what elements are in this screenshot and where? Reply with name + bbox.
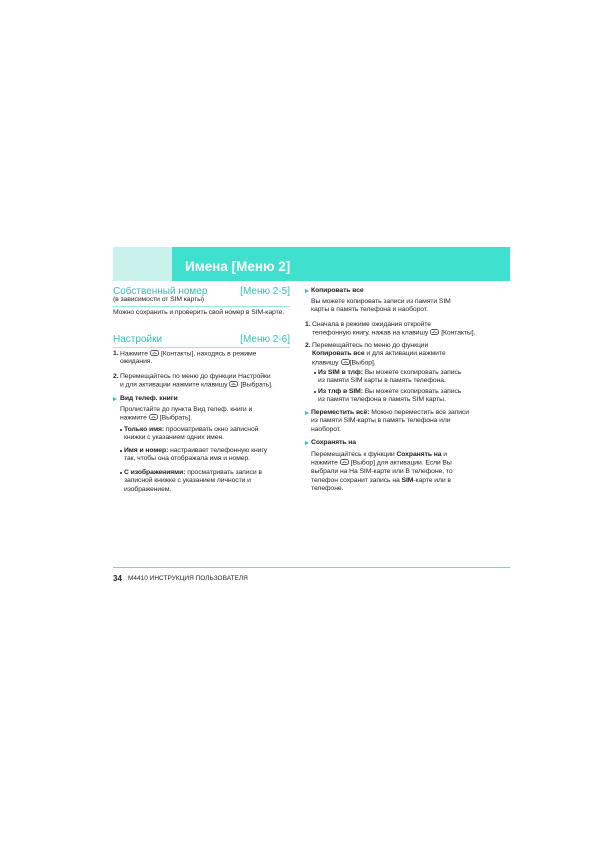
- text-run: [Выбор].: [349, 359, 376, 367]
- option-text: [318, 369, 461, 386]
- text-line: [124, 477, 262, 486]
- menu-reference: [Меню 2-5]: [240, 285, 290, 297]
- triangle-bullet-icon: [305, 411, 309, 415]
- text-line: [318, 388, 461, 397]
- settings-step-2: [113, 373, 273, 390]
- bullet-icon: [120, 450, 122, 452]
- option-text: [124, 469, 262, 495]
- text-lines: [113, 309, 284, 318]
- text-line: [311, 459, 453, 468]
- phonebook-view-intro: [120, 406, 252, 423]
- option-text: [124, 426, 258, 443]
- text-run: выбрали на На SIM-карте или В телефоне, то: [311, 467, 453, 475]
- copy-all-intro: [311, 298, 451, 315]
- section-heading-settings: [113, 334, 290, 345]
- text-run: и: [441, 450, 447, 458]
- text-run: Нажмите: [120, 350, 150, 357]
- section-title: Настройки: [113, 333, 163, 345]
- text-run: так, чтобы она отображала имя и номер.: [124, 455, 250, 463]
- title-band-main: [172, 247, 510, 281]
- step-number: 2.: [305, 341, 311, 349]
- text-line: [311, 485, 453, 494]
- title-band: [113, 247, 510, 281]
- step-text: [312, 342, 446, 368]
- text-run: [Выбрать].: [158, 414, 193, 422]
- text-lines: [311, 409, 469, 435]
- bold-text-run: Копировать все: [312, 350, 365, 358]
- text-line: [120, 395, 178, 404]
- step-number: 1.: [305, 320, 311, 328]
- step-text: [312, 321, 475, 338]
- text-run: настраивает телефонную книгу: [168, 446, 268, 454]
- text-line: [311, 451, 453, 460]
- text-line: [311, 477, 453, 486]
- view-option-with-images: [120, 469, 262, 495]
- text-run: и для активации нажмите: [364, 350, 446, 358]
- text-run: Можно переместить все записи: [369, 408, 469, 416]
- triangle-bullet-icon: [305, 441, 309, 445]
- text-run: -карте или в: [413, 476, 451, 484]
- menu-reference: [Меню 2-6]: [240, 333, 290, 345]
- text-line: [120, 373, 273, 382]
- copy-all-step-2: [305, 342, 446, 368]
- copy-option-phone-to-sim: [314, 388, 461, 405]
- bullet-icon: [314, 391, 316, 393]
- text-line: [312, 359, 446, 368]
- text-line: [124, 455, 267, 464]
- text-line: [124, 434, 258, 443]
- option-text: [124, 447, 267, 464]
- bold-text-run: SIM: [401, 476, 414, 484]
- text-run: из памяти телефона в память SIM карты.: [318, 396, 446, 404]
- soft-key-icon: [229, 381, 238, 387]
- text-run: [Выбор] для активации. Если Вы: [349, 459, 452, 467]
- text-line: [120, 406, 252, 415]
- text-line: [124, 486, 262, 495]
- text-run: Вы можете скопировать запись: [362, 368, 462, 376]
- page-number: 34: [113, 573, 122, 583]
- text-run: наоборот.: [311, 425, 341, 433]
- bold-text-run: Имя и номер:: [124, 446, 169, 454]
- bold-text-run: Переместить всё:: [311, 408, 370, 416]
- text-run: Пролистайте до пункта Вид телеф. книги и: [120, 405, 253, 413]
- text-line: [311, 426, 469, 435]
- text-run: просматривать окно записной: [164, 425, 259, 433]
- text-run: [Контакты].: [439, 329, 476, 337]
- text-run: из памяти SIM карты в память телефона.: [318, 377, 446, 385]
- text-lines: [113, 296, 204, 305]
- subsection-copy-all: [305, 287, 364, 296]
- text-run: телефонную книгу, нажав на клавишу: [312, 329, 431, 337]
- copy-option-sim-to-phone: [314, 369, 461, 386]
- text-run: Перемещайтесь по меню до функции: [312, 341, 429, 349]
- text-run: [Контакты], находясь в режиме: [159, 350, 257, 357]
- subsection-title: [311, 439, 356, 448]
- section-divider: [113, 347, 290, 348]
- text-run: изображением.: [124, 485, 172, 493]
- step-text: [120, 373, 273, 390]
- text-run: карты в память телефона и наоборот.: [311, 306, 428, 314]
- text-run: записной книжке с указанием личности и: [124, 477, 251, 485]
- bullet-icon: [120, 472, 122, 474]
- save-to-description: [311, 451, 453, 494]
- text-line: [312, 350, 446, 359]
- view-option-name-number: [120, 447, 267, 464]
- soft-key-icon: [430, 329, 439, 335]
- text-run: телефон сохранит запись на: [311, 476, 402, 484]
- bold-text-run: Сохранять на: [396, 450, 442, 458]
- text-run: ожидания.: [120, 358, 153, 366]
- text-line: [124, 469, 262, 478]
- footer-divider: [113, 567, 510, 568]
- page-title: Имена [Меню 2]: [185, 258, 291, 274]
- text-line: [311, 417, 469, 426]
- text-line: [311, 468, 453, 477]
- text-line: [124, 426, 258, 435]
- text-line: [311, 298, 451, 307]
- text-line: [318, 369, 461, 378]
- text-run: [Выбрать].: [238, 381, 273, 389]
- text-lines: [311, 298, 451, 315]
- title-band-accent: [113, 247, 172, 281]
- bullet-icon: [314, 372, 316, 374]
- footer-manual-title: M4410 ИНСТРУКЦИЯ ПОЛЬЗОВАТЕЛЯ: [128, 574, 248, 582]
- section-divider: [113, 306, 290, 307]
- text-run: и для активации нажмите клавишу: [120, 381, 230, 389]
- text-line: [311, 306, 451, 315]
- text-line: [120, 381, 273, 390]
- bullet-icon: [120, 429, 122, 431]
- text-run: Перемещайтесь к функции: [311, 450, 397, 458]
- text-line: [120, 414, 252, 423]
- triangle-bullet-icon: [305, 289, 309, 293]
- text-run: книжки с указанием одних имен.: [124, 434, 224, 442]
- text-line: [113, 309, 284, 318]
- text-line: [312, 321, 475, 330]
- text-run: (в зависимости от SIM карты): [113, 295, 205, 303]
- text-run: нажмите: [311, 459, 340, 467]
- view-option-name-only: [120, 426, 258, 443]
- subsection-save-to: [305, 439, 356, 448]
- text-line: [318, 377, 461, 386]
- text-lines: [120, 406, 252, 423]
- soft-key-icon: [341, 359, 350, 365]
- text-run: нажмите: [120, 414, 149, 422]
- text-line: [311, 287, 364, 296]
- text-run: Можно сохранить и проверить свой номер в SIM-карте.: [113, 308, 285, 316]
- text-line: [120, 350, 256, 359]
- text-run: просматривать записи в: [185, 468, 262, 476]
- bold-text-run: Копировать все: [311, 286, 364, 294]
- subsection-phonebook-view: [113, 395, 178, 404]
- bold-text-run: Только имя:: [124, 425, 165, 433]
- text-line: [312, 329, 475, 338]
- option-text: [318, 388, 461, 405]
- text-line: [113, 296, 204, 305]
- text-run: Вы можете копировать записи из памяти SIM: [311, 297, 451, 305]
- text-line: [311, 409, 469, 418]
- soft-key-icon: [149, 414, 158, 420]
- text-line: [318, 396, 461, 405]
- text-run: Перемещайтесь по меню до функции Настройки: [120, 372, 271, 380]
- section-title: Собственный номер: [113, 285, 208, 297]
- own-number-note: [113, 296, 204, 305]
- subsection-move-all: [305, 409, 469, 435]
- text-lines: [311, 451, 453, 494]
- step-number: 2.: [113, 372, 119, 380]
- step-text: [120, 350, 256, 367]
- bold-text-run: Вид телеф. книги: [120, 394, 178, 402]
- bold-text-run: Из тлф в SIM:: [318, 387, 363, 395]
- own-number-description: [113, 309, 284, 318]
- settings-step-1: [113, 350, 256, 367]
- text-line: [312, 342, 446, 351]
- text-run: Вы можете скопировать запись: [362, 387, 462, 395]
- bold-text-run: Из SIM в тлф:: [318, 368, 363, 376]
- soft-key-icon: [150, 350, 159, 356]
- triangle-bullet-icon: [113, 397, 117, 401]
- text-run: Сначала в режиме ожидания откройте: [312, 320, 432, 328]
- text-run: телефоне.: [311, 485, 344, 493]
- subsection-title: [311, 287, 364, 296]
- text-run: из памяти SIM-карты в память телефона или: [311, 417, 451, 425]
- copy-all-step-1: [305, 321, 475, 338]
- text-line: [311, 439, 356, 448]
- text-line: [124, 447, 267, 456]
- step-number: 1.: [113, 349, 119, 357]
- bold-text-run: Сохранять на: [311, 438, 356, 446]
- soft-key-icon: [340, 459, 349, 465]
- bold-text-run: С изображениями:: [124, 468, 186, 476]
- text-run: клавишу: [312, 359, 341, 367]
- subsection-title: [120, 395, 178, 404]
- text-line: [120, 358, 256, 367]
